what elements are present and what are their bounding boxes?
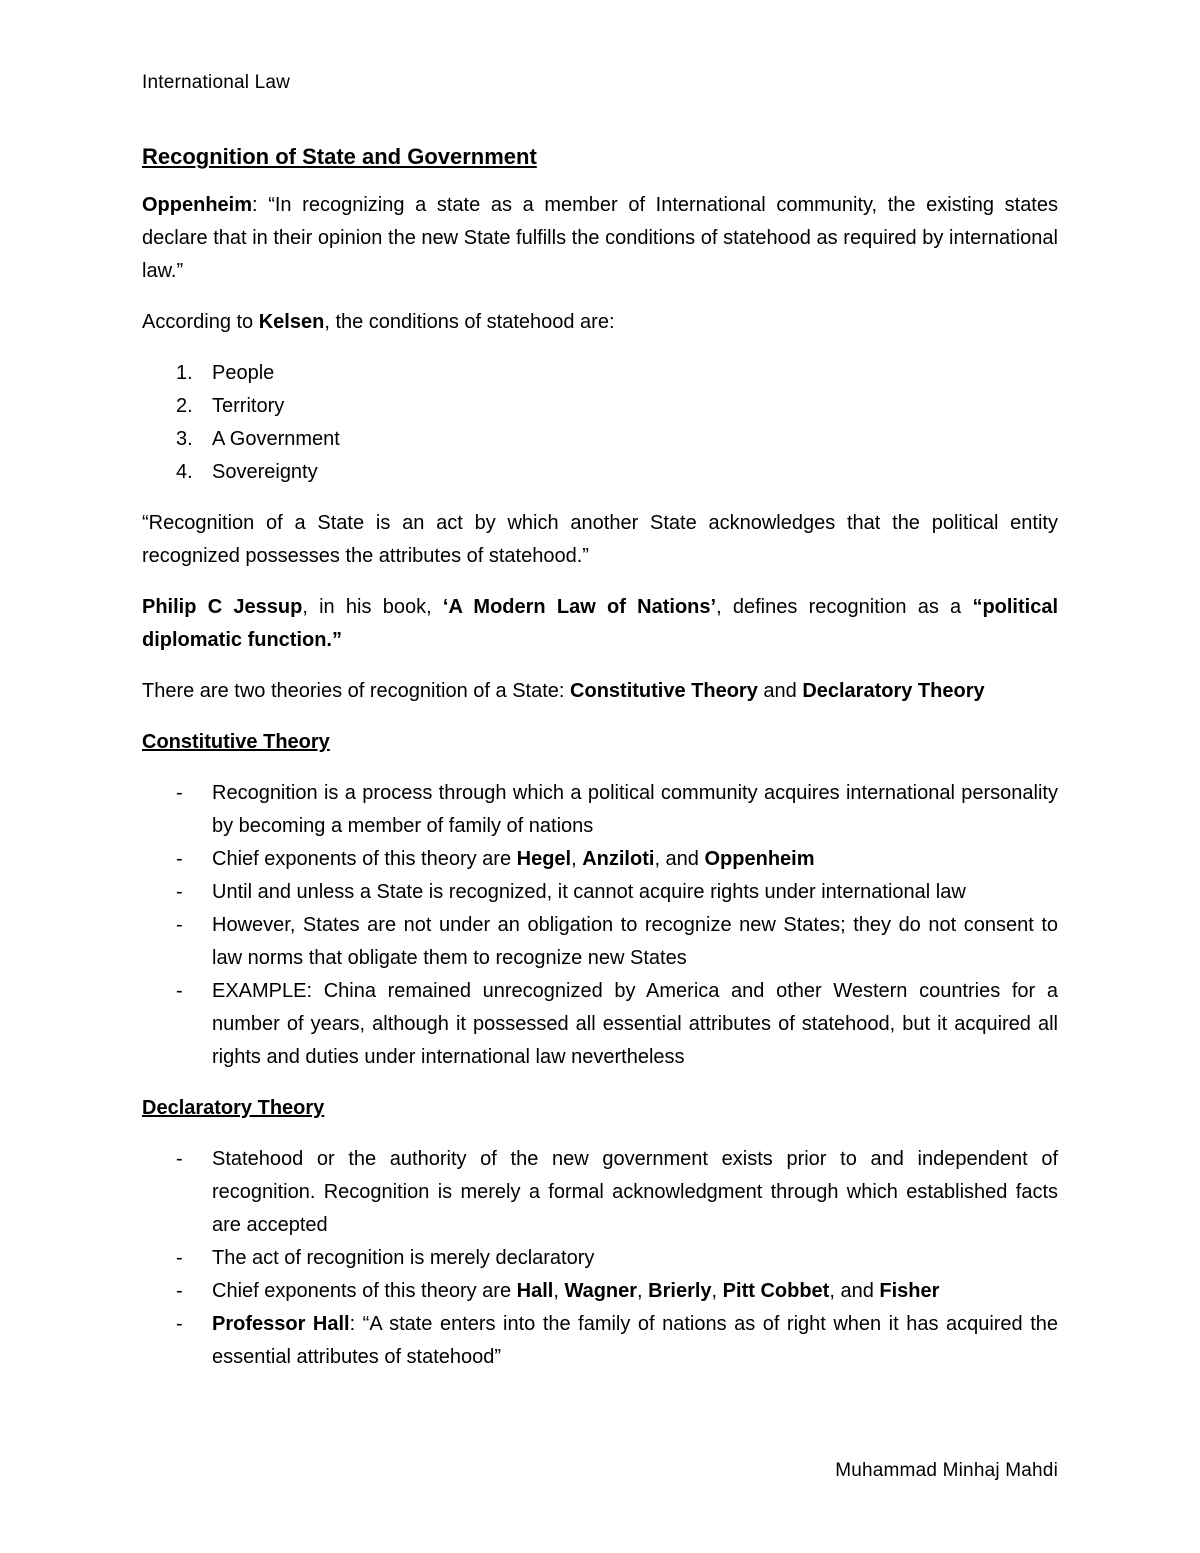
theory-declaratory: Declaratory Theory: [802, 680, 985, 702]
list-number: 4.: [176, 461, 193, 483]
jessup-name: Philip C Jessup: [142, 596, 303, 618]
declaratory-list: [142, 1143, 1058, 1374]
dash-bullet: -: [176, 881, 183, 903]
exponent-name: Hegel: [516, 848, 572, 870]
jessup-book: ‘A Modern Law of Nations’: [442, 596, 717, 618]
dash-bullet: -: [176, 1148, 183, 1170]
list-number: 1.: [176, 362, 193, 384]
jessup-paragraph: [142, 591, 1058, 657]
oppenheim-name: Oppenheim: [142, 194, 253, 216]
list-item-text: Until and unless a State is recognized, it cannot acquire rights under international law: [212, 881, 966, 903]
exponent-name: Wagner: [564, 1280, 638, 1302]
list-item: [142, 975, 1058, 1074]
list-item: [142, 909, 1058, 975]
list-item: [142, 777, 1058, 843]
list-item: [142, 456, 1058, 489]
dash-bullet: -: [176, 1313, 183, 1335]
page-header: International Law: [142, 72, 291, 93]
document-title: Recognition of State and Government: [142, 144, 537, 169]
jessup-text-1: , in his book,: [302, 596, 443, 618]
list-item: [142, 1143, 1058, 1242]
dash-bullet: -: [176, 782, 183, 804]
list-item-text: A Government: [212, 428, 340, 450]
statehood-conditions-list: [142, 357, 1058, 489]
kelsen-prefix: According to: [142, 311, 259, 333]
document-body: [142, 140, 1058, 1392]
list-item-text: Sovereignty: [212, 461, 318, 483]
list-item: [142, 876, 1058, 909]
separator: , and: [654, 848, 705, 870]
list-item-text: Territory: [212, 395, 285, 417]
professor-hall-quote: : “A state enters into the family of nations as of right when it has acquired the essential attributes of statehood”: [212, 1313, 1059, 1368]
separator: ,: [553, 1280, 565, 1302]
dash-bullet: -: [176, 848, 183, 870]
list-item-text: The act of recognition is merely declaratory: [212, 1247, 595, 1269]
exponent-name: Fisher: [879, 1280, 940, 1302]
list-item-text: However, States are not under an obligation to recognize new States; they do not consent to law norms that obligate them to recognize new States: [212, 914, 1058, 969]
theories-prefix: There are two theories of recognition of a State:: [142, 680, 571, 702]
theories-and: and: [757, 680, 803, 702]
theory-constitutive: Constitutive Theory: [570, 680, 758, 702]
list-number: 2.: [176, 395, 193, 417]
kelsen-name: Kelsen: [258, 311, 325, 333]
list-item-text: Chief exponents of this theory are: [212, 848, 517, 870]
professor-hall-name: Professor Hall: [212, 1313, 350, 1335]
exponent-name: Hall: [516, 1280, 554, 1302]
list-number: 3.: [176, 428, 193, 450]
dash-bullet: -: [176, 914, 183, 936]
list-item-text: EXAMPLE: China remained unrecognized by America and other Western countries for a number of years, although it possessed all essential attributes of statehood, but it acquired all rights and duties under international law nevertheless: [212, 980, 1058, 1068]
separator: , and: [829, 1280, 880, 1302]
constitutive-list: [142, 777, 1058, 1074]
exponent-name: Pitt Cobbet: [722, 1280, 830, 1302]
oppenheim-paragraph: [142, 189, 1058, 288]
list-item: [142, 1308, 1058, 1374]
kelsen-paragraph: [142, 306, 1058, 339]
list-item: [142, 390, 1058, 423]
dash-bullet: -: [176, 1280, 183, 1302]
separator: ,: [711, 1280, 723, 1302]
list-item: [142, 357, 1058, 390]
separator: ,: [637, 1280, 649, 1302]
list-item-text: People: [212, 362, 275, 384]
definition-paragraph: “Recognition of a State is an act by which another State acknowledges that the political entity recognized possesses the attributes of statehood.”: [142, 512, 1058, 567]
list-item: [142, 1275, 1058, 1308]
list-item: [142, 1242, 1058, 1275]
list-item-text: Statehood or the authority of the new government exists prior to and independent of recognition. Recognition is merely a formal acknowledgment through which established facts are accepted: [212, 1148, 1058, 1236]
exponent-name: Anziloti: [582, 848, 655, 870]
list-item-text: Recognition is a process through which a political community acquires international personality by becoming a member of family of nations: [212, 782, 1058, 837]
list-item: [142, 843, 1058, 876]
jessup-quote: “political diplomatic function.”: [142, 596, 1059, 651]
exponent-name: Oppenheim: [704, 848, 815, 870]
page-footer-author: Muhammad Minhaj Mahdi: [835, 1460, 1058, 1481]
oppenheim-quote: : “In recognizing a state as a member of International community, the existing states declare that in their opinion the new State fulfills the conditions of statehood as required by international law.”: [142, 194, 1058, 282]
kelsen-suffix: , the conditions of statehood are:: [324, 311, 615, 333]
list-item-text: Chief exponents of this theory are: [212, 1280, 517, 1302]
separator: ,: [571, 848, 583, 870]
dash-bullet: -: [176, 1247, 183, 1269]
dash-bullet: -: [176, 980, 183, 1002]
theories-paragraph: [142, 675, 1058, 708]
jessup-text-2: , defines recognition as a: [716, 596, 973, 618]
exponent-name: Brierly: [648, 1280, 712, 1302]
declaratory-heading: Declaratory Theory: [142, 1097, 325, 1119]
constitutive-heading: Constitutive Theory: [142, 731, 330, 753]
list-item: [142, 423, 1058, 456]
